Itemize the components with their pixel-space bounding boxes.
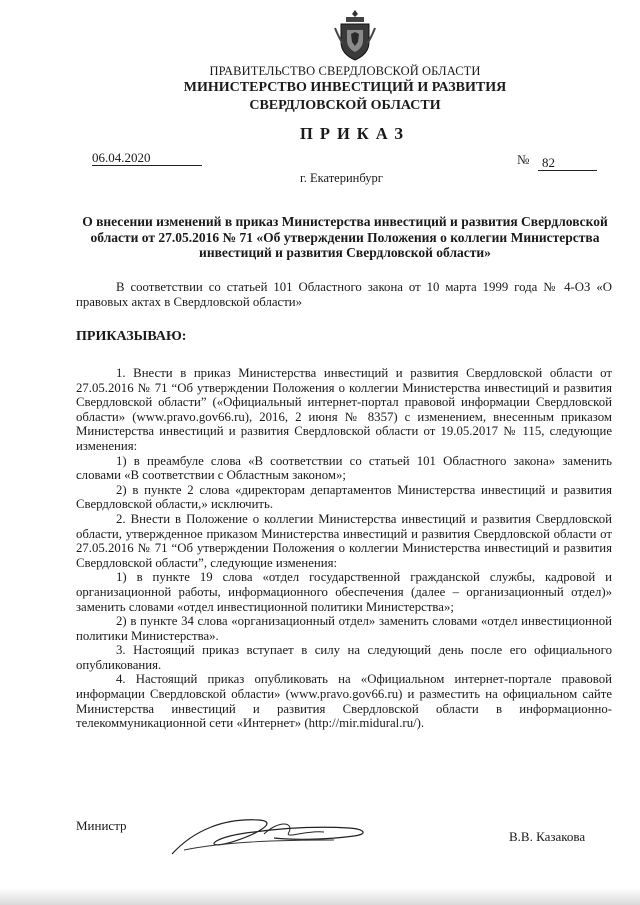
order-date: 06.04.2020 [92,150,202,166]
paragraph: 1) в пункте 19 слова «отдел государственной гражданской службы, кадровой и организационной работы, информационного обеспечения (далее – организационный отдел)» заменить словами «отдел инвестиционной политики Министерства»; [76,570,612,614]
handwritten-signature-icon [164,810,374,862]
government-name: ПРАВИТЕЛЬСТВО СВЕРДЛОВСКОЙ ОБЛАСТИ [209,64,481,78]
paragraph: 2. Внести в Положение о коллегии Министерства инвестиций и развития Свердловской области, утвержденное приказом Министерства инвестиций и развития Свердловской области от 27.05.2016 № 71 “Об утверждении Положения о коллегии Министерства инвестиций и развития Свердловской области”, следующие изменения: [76,511,612,570]
order-body [76,366,612,731]
coat-of-arms-icon [333,8,377,62]
order-number: 82 [538,156,597,171]
signer-name: В.В. Казакова [509,829,586,844]
paragraph: 2) в пункте 34 слова «организационный отдел» заменить словами «отдел инвестиционной политики Министерства». [76,614,612,643]
scan-edge [0,888,640,905]
ministry-name-line1: МИНИСТЕРСТВО ИНВЕСТИЦИЙ И РАЗВИТИЯ [183,80,507,95]
ministry-name-line2: СВЕРДЛОВСКОЙ ОБЛАСТИ [249,98,441,113]
document-type: ПРИКАЗ [300,124,410,143]
preamble: В соответствии со статьей 101 Областного закона от 10 марта 1999 года № 4-ОЗ «О правовых актах в Свердловской области» [76,280,612,309]
order-title: О внесении изменений в приказ Министерства инвестиций и развития Свердловской области от 27.05.2016 № 71 «Об утверждении Положения о коллегии Министерства инвестиций и развития Свердловской области» [82,214,608,260]
paragraph: 4. Настоящий приказ опубликовать на «Официальном интернет-портале правовой информации Свердловской области» (www.pravo.gov66.ru) и разместить на официальном сайте Министерства инвестиций и развития Свердловской области в информационно-телекоммуникационной сети «Интернет» (http://mir.midural.ru/). [76,672,612,731]
order-number-label: № [517,152,530,167]
paragraph: 1) в преамбуле слова «В соответствии со статьей 101 Областного закона» заменить словами «В соответствии с Областным законом»; [76,453,612,483]
paragraph: 3. Настоящий приказ вступает в силу на следующий день после его официального опубликования. [76,643,612,672]
signer-position: Министр [76,818,127,833]
paragraph: 2) в пункте 2 слова «директорам департаментов Министерства инвестиций и развития Свердловской области,» исключить. [76,482,612,512]
paragraph: 1. Внести в приказ Министерства инвестиций и развития Свердловской области от 27.05.2016 № 71 “Об утверждении Положения о коллегии Министерства инвестиций и развития Свердловской области” («Официальный интернет-портал правовой информации Свердловской области» (www.pravo.gov66.ru), 2016, 2 июня № 8357) с изменением, внесенным приказом Министерства инвестиций и развития Свердловской области от 19.05.2017 № 115, следующие изменения: [76,366,612,453]
city: г. Екатеринбург [300,171,383,185]
order-word: ПРИКАЗЫВАЮ: [76,329,187,344]
